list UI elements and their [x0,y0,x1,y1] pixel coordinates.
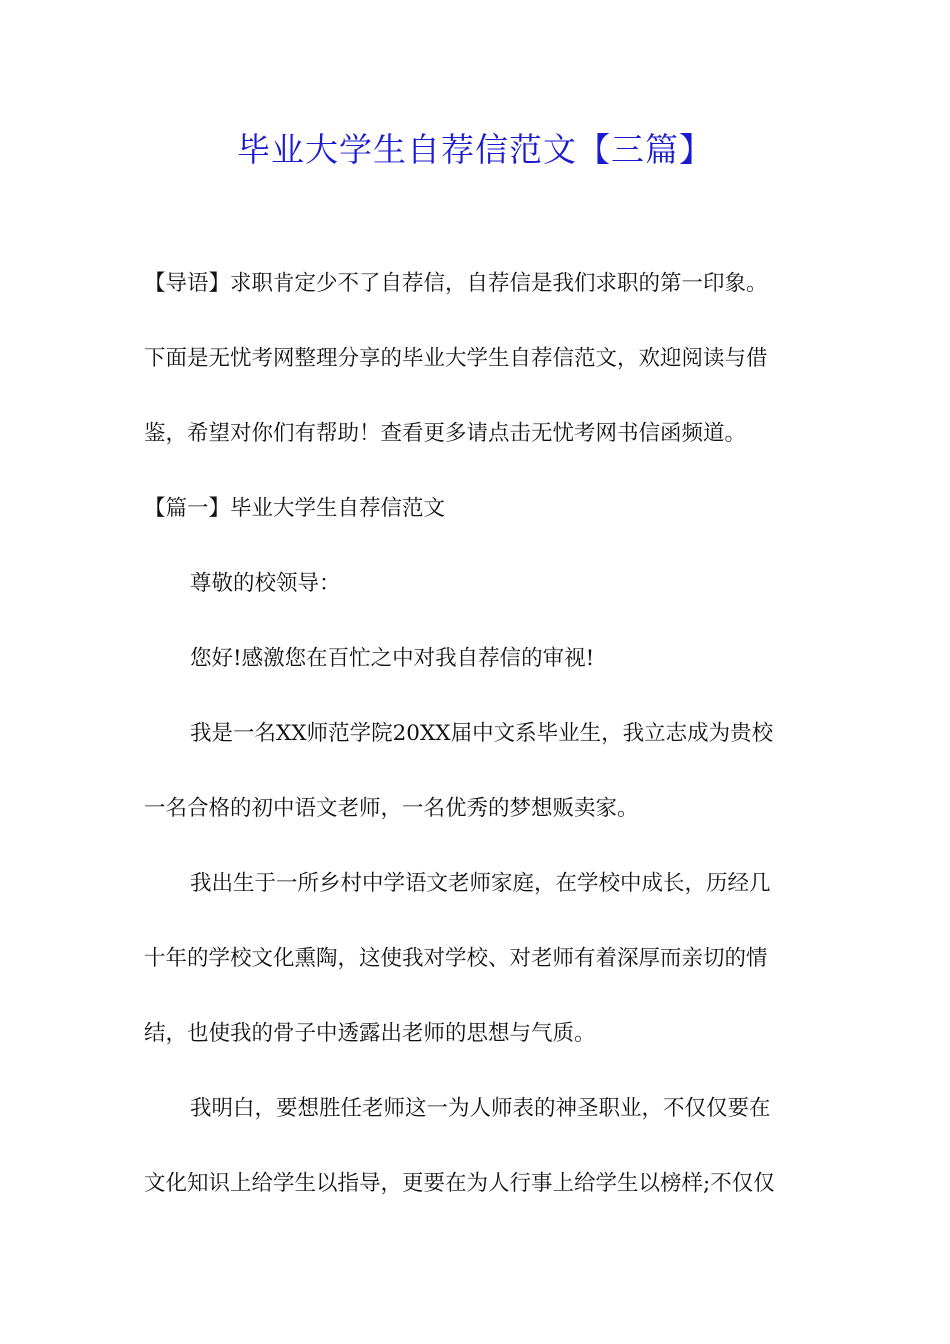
salutation-line: 尊敬的校领导： [190,571,341,596]
paragraph-line-intro-1: 【导语】求职肯定少不了自荐信，自荐信是我们求职的第一印象。 [144,271,768,296]
paragraph-line-7: 文化知识上给学生以指导，更要在为人行事上给学生以榜样;不仅仅 [144,1171,775,1196]
paragraph-line-intro-2: 下面是无忧考网整理分享的毕业大学生自荐信范文，欢迎阅读与借 [144,346,768,371]
paragraph-line-intro-3: 鉴，希望对你们有帮助！查看更多请点击无忧考网书信函频道。 [144,421,747,446]
section-heading-one: 【篇一】毕业大学生自荐信范文 [144,496,446,521]
paragraph-line-4: 十年的学校文化熏陶，这使我对学校、对老师有着深厚而亲切的情 [144,946,768,971]
greeting-line: 您好!感激您在百忙之中对我自荐信的审视! [190,646,595,671]
paragraph-line-1: 我是一名XX师范学院20XX届中文系毕业生，我立志成为贵校 [190,721,774,746]
document-title: 毕业大学生自荐信范文【三篇】 [237,130,713,169]
paragraph-line-5: 结，也使我的骨子中透露出老师的思想与气质。 [144,1021,596,1046]
paragraph-line-6: 我明白，要想胜任老师这一为人师表的神圣职业，不仅仅要在 [190,1096,771,1121]
paragraph-line-2: 一名合格的初中语文老师，一名优秀的梦想贩卖家。 [144,796,639,821]
paragraph-line-3: 我出生于一所乡村中学语文老师家庭，在学校中成长，历经几 [190,871,771,896]
